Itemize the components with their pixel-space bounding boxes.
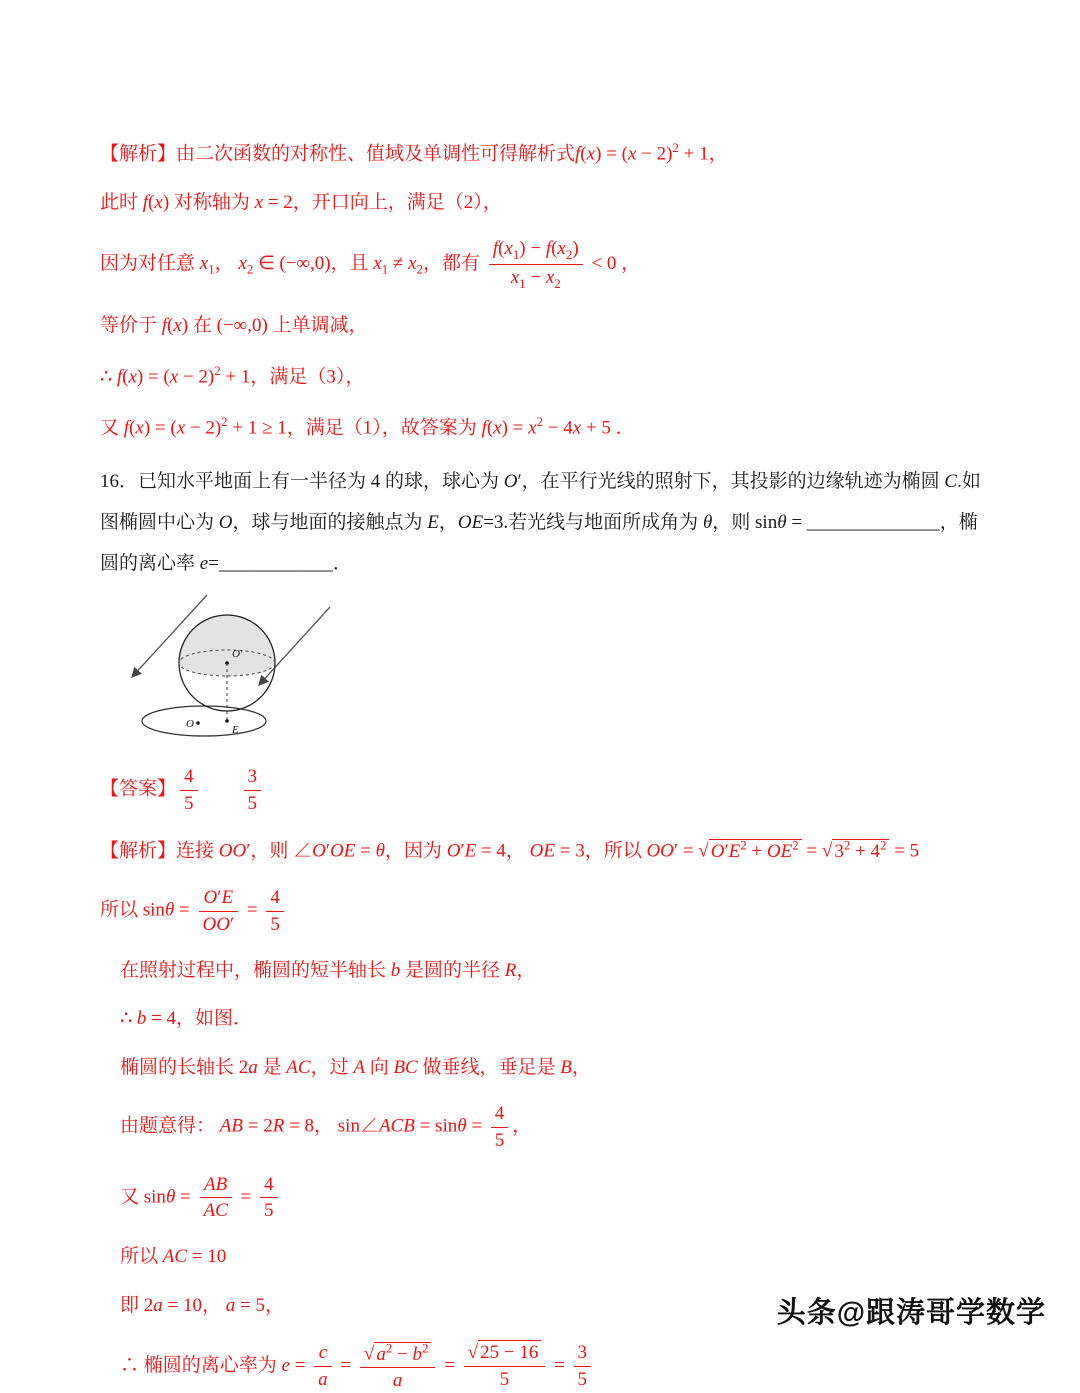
solution16-line-3: 在照射过程中，椭圆的短半轴长 b 是圆的半径 R，	[120, 959, 536, 981]
solution16-line-2: 所以 sinθ = $\frac{O'E}{OO'}$ = $\frac{4}{5}$	[100, 886, 985, 937]
solution16-line-9: 即 2a = 10， a = 5，	[120, 1294, 284, 1316]
solution15-line-4: 等价于 f(x) 在 (−∞,0) 上单调减，	[100, 315, 368, 337]
point-o	[196, 721, 200, 725]
solution15-line-3: 因为对任意 $x_1$， $x_2$ ∈ (−∞,0)，且 $x_1 \ne x_2$，都有 $\frac{f(x_1) - f(x_2)}{x_1 - x_2}$ < 0 ，	[100, 238, 641, 292]
solution16-line-5: 椭圆的长轴长 2a 是 AC，过 A 向 BC 做垂线，垂足是 B，	[120, 1056, 591, 1078]
answer-16-line: 【答案】 $\frac{4}{5}$ $\frac{3}{5}$	[100, 765, 985, 816]
solution16-line-1: 【解析】连接 OO′，则 ∠O′OE = θ，因为 O′E = 4， OE = 3，所以 OO′ = √ $O'E^2 + OE^2$ = √ $3^2 + 4^2 = 5$	[100, 837, 920, 862]
watermark	[777, 1290, 1046, 1331]
problem-16-text: 16．已知水平地面上有一半径为 4 的球，球心为 O′，在平行光线的照射下，其投影的边缘轨迹为椭圆 C.如图椭圆中心为 O，球与地面的接触点为 E，OE=3.若光线与地面所成角为 θ，则 sinθ = ______________，椭圆的离心率 e=____________．	[100, 471, 981, 575]
solution16-line-7: 又 sinθ = $\frac{AB}{AC}$ = $\frac{4}{5}$	[100, 1173, 985, 1224]
solution15-line-6: 又 $f(x) = (x - 2)^2 + 1 \ge 1$，满足（1），故答案为 $f(x) = x^2 - 4x + 5$ ．	[100, 413, 635, 438]
solution16-line-8: 所以 AC = 10	[120, 1246, 227, 1268]
solution15-line-1: 【解析】由二次函数的对称性、值域及单调性可得解析式$f(x) = (x - 2)^2 + 1$，	[100, 140, 728, 165]
solution16-line-6: 由题意得： AB = 2R = 8， sin∠ACB = sinθ = $\frac{4}{5}$ ，	[120, 1103, 532, 1151]
solution16-line-4: ∴ b = 4，如图．	[120, 1008, 253, 1030]
label-e: E	[232, 723, 239, 736]
point-e	[225, 719, 229, 723]
sphere-projection-figure	[112, 593, 985, 751]
solution15-line-5: ∴ $f(x) = (x - 2)^2 + 1$，满足（3），	[100, 362, 365, 388]
label-o-prime: O′	[232, 647, 243, 660]
sphere-upper-shading	[179, 615, 275, 676]
shadow-ellipse	[142, 706, 266, 736]
solution15-line-2: 此时 f(x) 对称轴为 x = 2，开口向上，满足（2），	[100, 191, 502, 213]
label-o: O	[186, 717, 194, 730]
watermark-text: 头条@跟涛哥学数学	[776, 1297, 1046, 1329]
solution16-line-10: ∴ 椭圆的离心率为 e = $\frac{c}{a}$ = $\frac{√ a^2 - b^2}{a}$ = $\frac{√ 25 - 16}{5}$ = $\frac{3}{5}$	[100, 1340, 985, 1393]
